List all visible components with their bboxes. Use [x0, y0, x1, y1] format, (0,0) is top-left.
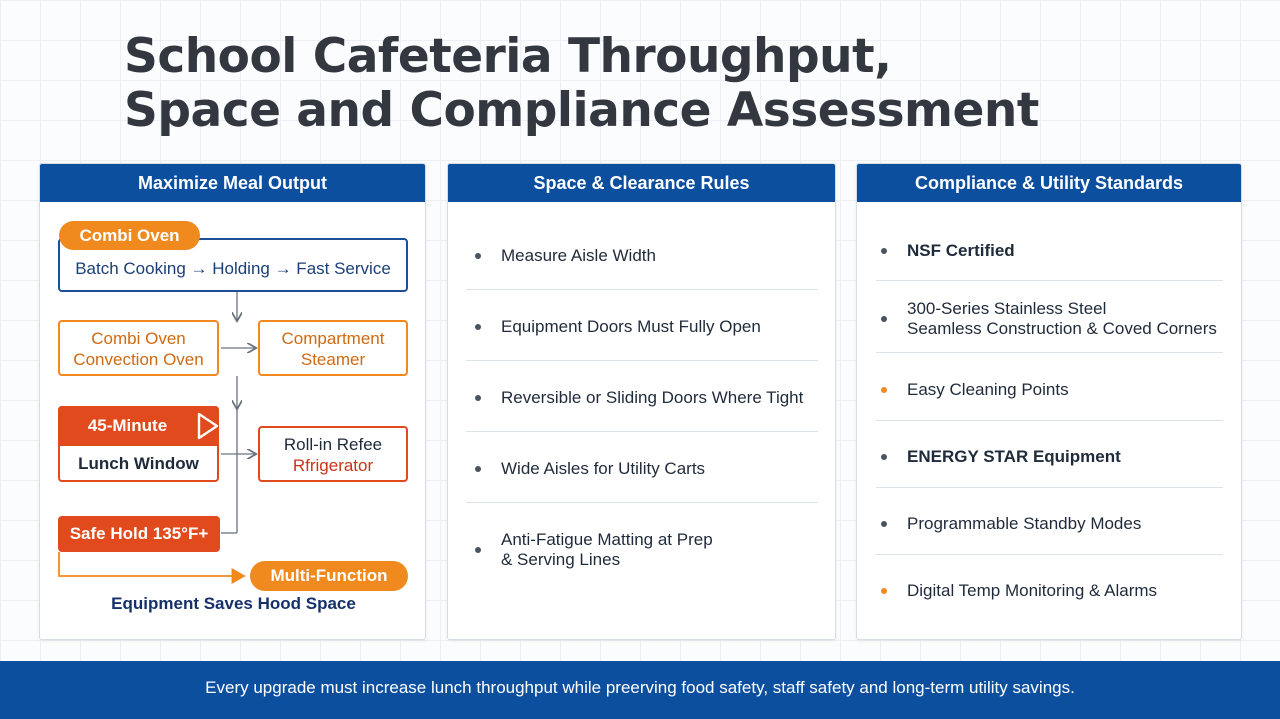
bullet-icon	[881, 454, 887, 460]
space-rule-text	[501, 530, 713, 570]
divider	[876, 280, 1223, 281]
batch-flow-text: Batch Cooking → Holding → Fast Service	[75, 259, 391, 278]
combi-convection-line-2: Convection Oven	[73, 350, 204, 369]
space-rule-text: Equipment Doors Must Fully Open	[501, 317, 761, 336]
space-rule-item	[475, 388, 803, 408]
multi-function-caption: Equipment Saves Hood Space	[111, 594, 356, 613]
combi-convection-line-1: Combi Oven	[91, 329, 186, 348]
compliance-item	[881, 241, 1015, 261]
space-rule-text-line-1: Anti-Fatigue Matting at Prep	[501, 530, 713, 549]
divider	[466, 289, 818, 290]
compliance-text	[907, 299, 1217, 339]
space-rules-header: Space & Clearance Rules	[448, 164, 835, 202]
space-rule-text: Wide Aisles for Utility Carts	[501, 459, 706, 478]
compliance-text: Easy Cleaning Points	[907, 380, 1069, 399]
compliance-item	[881, 299, 1217, 339]
refrigerator-line-2: Rfrigerator	[292, 456, 374, 475]
space-rule-text-line-2: & Serving Lines	[501, 550, 621, 569]
compliance-text: ENERGY STAR Equipment	[907, 447, 1121, 466]
divider	[876, 352, 1223, 353]
compliance-text: NSF Certified	[907, 241, 1015, 260]
compliance-item	[881, 514, 1141, 534]
space-rule-text: Measure Aisle Width	[501, 246, 656, 265]
space-rule-text: Reversible or Sliding Doors Where Tight	[501, 388, 804, 407]
compliance-text: Digital Temp Monitoring & Alarms	[907, 581, 1158, 600]
compliance-text-line-2: Seamless Construction & Coved Corners	[907, 319, 1217, 338]
compliance-panel	[856, 163, 1242, 640]
safe-hold-badge: Safe Hold 135°F+	[58, 516, 220, 552]
compliance-item	[881, 581, 1157, 601]
compartment-steamer-box	[258, 320, 408, 376]
compliance-item	[881, 380, 1069, 400]
roll-in-refrigerator-box	[258, 426, 408, 482]
bullet-icon	[881, 248, 887, 254]
lunch-window-badge	[58, 406, 219, 446]
bullet-icon	[475, 395, 481, 401]
page-title-line-1: School Cafeteria Throughput,	[124, 29, 892, 84]
meal-output-header: Maximize Meal Output	[40, 164, 425, 202]
divider	[876, 554, 1223, 555]
space-rule-item	[475, 530, 713, 570]
footer-text: Every upgrade must increase lunch throughput while preerving food safety, staff safety and long-term utility savings.	[205, 678, 1075, 697]
bullet-icon	[881, 588, 887, 594]
divider	[876, 487, 1223, 488]
lunch-window-badge-text: 45-Minute	[87, 416, 168, 435]
refrigerator-line-1: Roll-in Refee	[283, 435, 383, 454]
steamer-line-2: Steamer	[300, 350, 366, 369]
compliance-item	[881, 447, 1121, 467]
steamer-line-1: Compartment	[281, 329, 385, 348]
combi-oven-pill: Combi Oven	[59, 221, 200, 250]
divider	[466, 360, 818, 361]
bullet-icon	[475, 547, 481, 553]
divider	[466, 431, 818, 432]
divider	[876, 420, 1223, 421]
bullet-icon	[881, 387, 887, 393]
page-title-line-2: Space and Compliance Assessment	[124, 83, 1039, 138]
bullet-icon	[475, 253, 481, 259]
bullet-icon	[475, 324, 481, 330]
space-rule-item	[475, 459, 705, 479]
space-rule-item	[475, 317, 761, 337]
bullet-icon	[475, 466, 481, 472]
space-rule-item	[475, 246, 656, 266]
compliance-text: Programmable Standby Modes	[907, 514, 1142, 533]
bullet-icon	[881, 316, 887, 322]
bullet-icon	[881, 521, 887, 527]
footer-banner	[0, 661, 1280, 719]
combi-convection-box	[58, 320, 219, 376]
multi-function-pill: Multi-Function	[250, 561, 408, 591]
compliance-text-line-1: 300-Series Stainless Steel	[907, 299, 1107, 318]
divider	[466, 502, 818, 503]
lunch-window-label: Lunch Window	[78, 454, 199, 473]
compliance-header: Compliance & Utility Standards	[857, 164, 1241, 202]
play-arrow-icon	[196, 411, 222, 441]
page-title	[124, 30, 1124, 138]
